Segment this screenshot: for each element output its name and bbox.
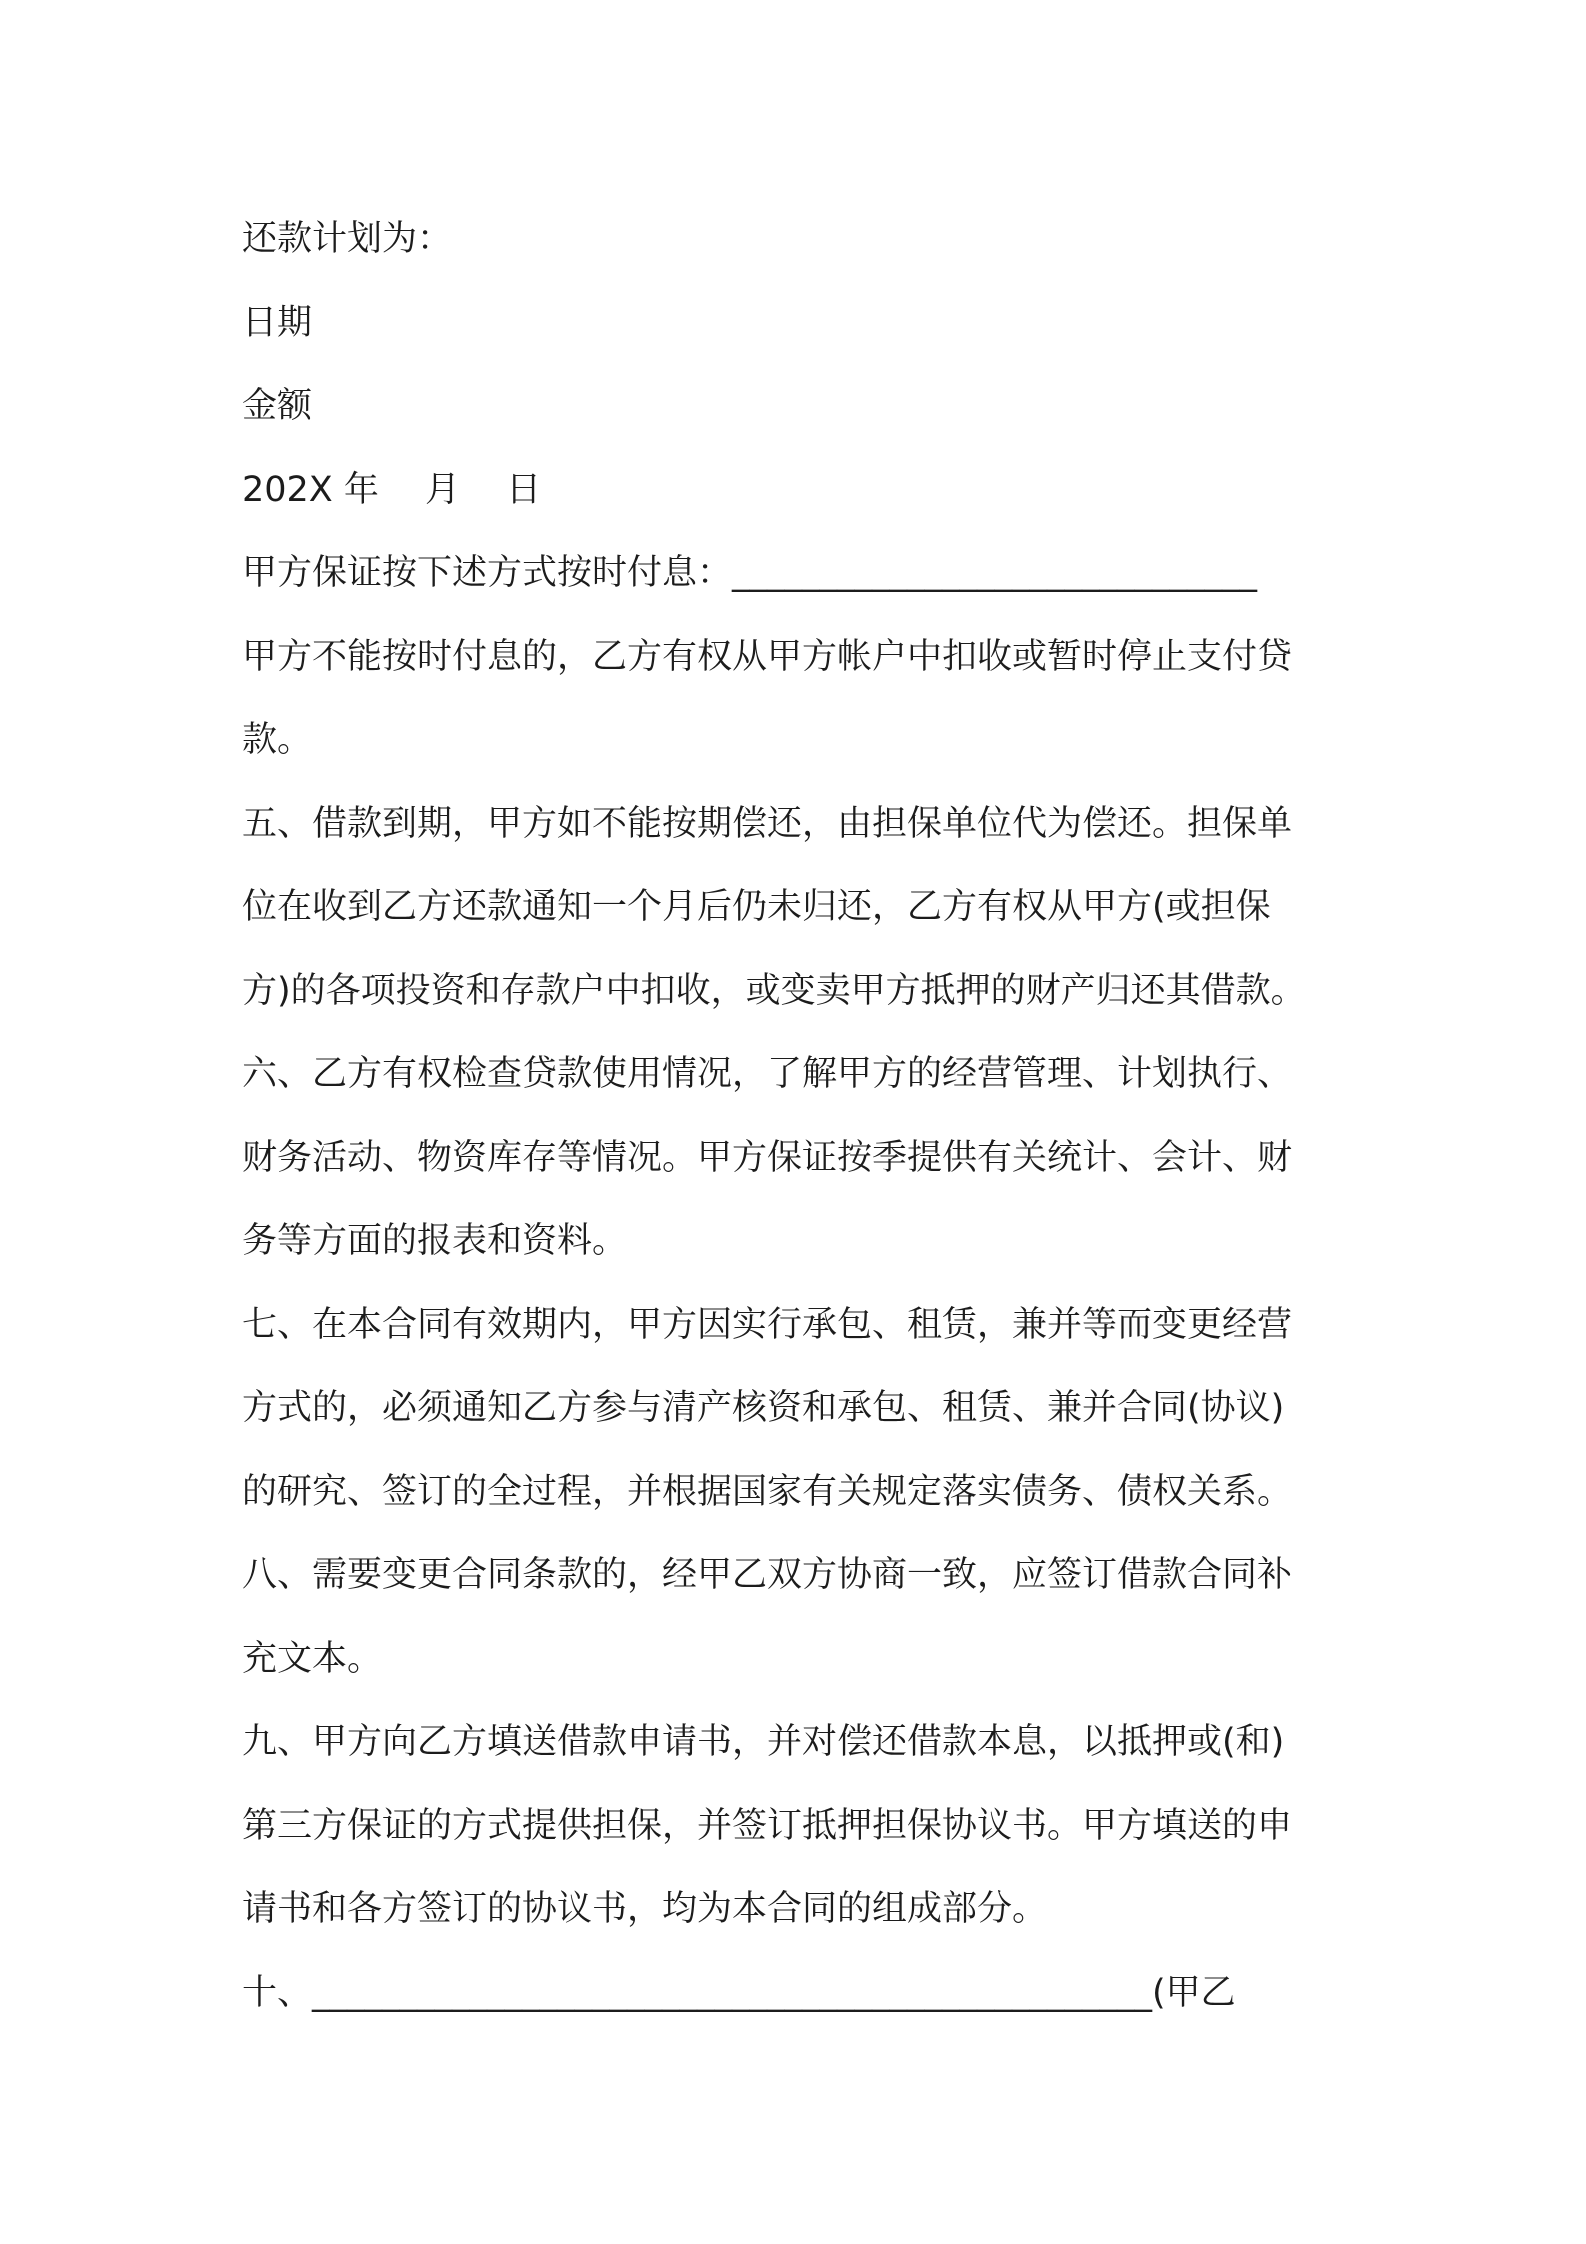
clause-10 — [242, 1952, 1362, 2036]
text-line: 甲方保证按下述方式按时付息：______________________________ — [242, 553, 1258, 593]
paragraph-amount-label — [242, 365, 1362, 449]
text-line: 202X 年 月 日 — [242, 469, 542, 510]
paragraph-date-placeholder — [242, 449, 1362, 533]
text-line: 六、乙方有权检查贷款使用情况，了解甲方的经营管理、计划执行、 — [242, 1054, 1293, 1094]
document-body — [242, 198, 1362, 2035]
text-line: 第三方保证的方式提供担保，并签订抵押担保协议书。甲方填送的申 — [242, 1805, 1293, 1846]
text-line: 还款计划为： — [242, 219, 453, 259]
text-line: 的研究、签订的全过程，并根据国家有关规定落实债务、债权关系。 — [242, 1471, 1293, 1512]
text-line: 甲方不能按时付息的，乙方有权从甲方帐户中扣收或暂时停止支付贷 — [242, 636, 1293, 677]
text-line: 务等方面的报表和资料。 — [242, 1221, 628, 1261]
text-line: 充文本。 — [242, 1638, 383, 1679]
text-line: 五、借款到期，甲方如不能按期偿还，由担保单位代为偿还。担保单 — [242, 803, 1293, 844]
clause-7 — [242, 1284, 1362, 1535]
text-line: 八、需要变更合同条款的，经甲乙双方协商一致，应签订借款合同补 — [242, 1555, 1293, 1595]
paragraph-date-label — [242, 282, 1362, 366]
clause-5 — [242, 783, 1362, 1034]
text-line: 款。 — [242, 720, 313, 760]
text-line: 财务活动、物资库存等情况。甲方保证按季提供有关统计、会计、财 — [242, 1137, 1293, 1178]
text-line: 七、在本合同有效期内，甲方因实行承包、租赁，兼并等而变更经营 — [242, 1304, 1293, 1345]
clause-6 — [242, 1033, 1362, 1284]
paragraph-interest-payment-method — [242, 532, 1362, 616]
text-line: 日期 — [242, 302, 313, 343]
text-line: 十、________________________________________________(甲乙 — [242, 1972, 1236, 2013]
text-line: 请书和各方签订的协议书，均为本合同的组成部分。 — [242, 1889, 1048, 1929]
paragraph-repayment-plan-heading — [242, 198, 1362, 282]
text-line: 位在收到乙方还款通知一个月后仍未归还，乙方有权从甲方(或担保 — [242, 887, 1271, 927]
text-line: 九、甲方向乙方填送借款申请书，并对偿还借款本息，以抵押或(和) — [242, 1722, 1285, 1762]
clause-8 — [242, 1534, 1362, 1701]
clause-9 — [242, 1701, 1362, 1952]
paragraph-late-interest — [242, 616, 1362, 783]
text-line: 方)的各项投资和存款户中扣收，或变卖甲方抵押的财产归还其借款。 — [242, 970, 1306, 1011]
text-line: 方式的，必须通知乙方参与清产核资和承包、租赁、兼并合同(协议) — [242, 1388, 1285, 1428]
text-line: 金额 — [242, 386, 313, 426]
